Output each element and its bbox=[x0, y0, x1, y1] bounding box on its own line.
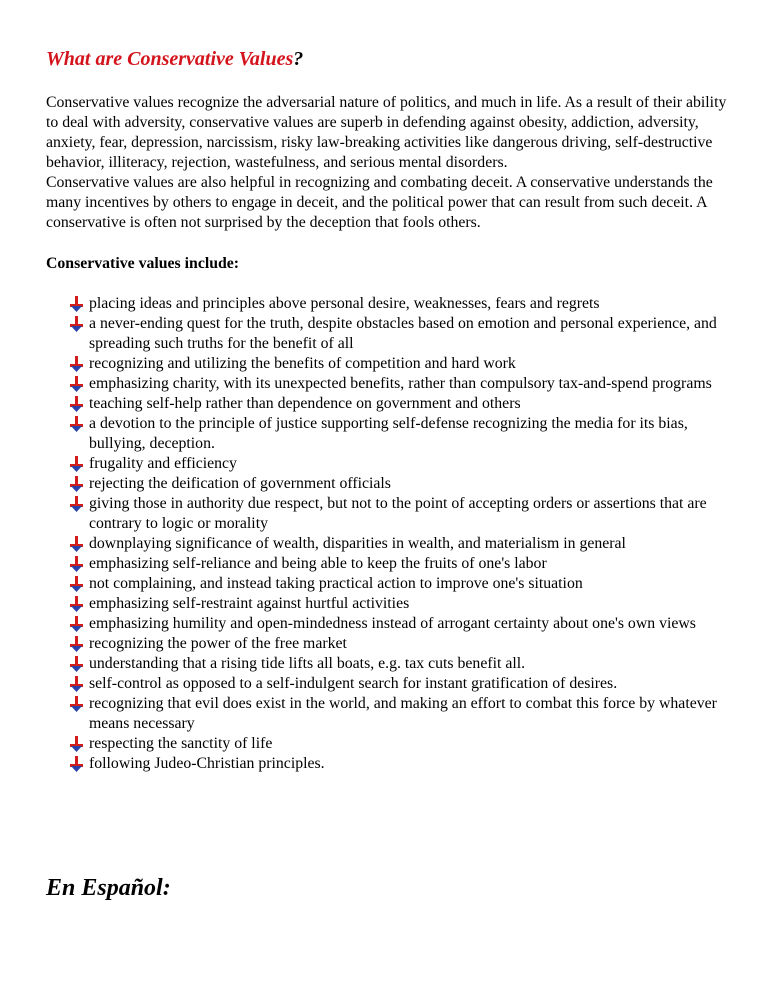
intro-paragraph-1: Conservative values recognize the adversarial nature of politics, and much in life. As a result of their ability to deal with adversity, conservative values are superb in defending against obesity, addiction, adversity, anxiety, fear, depression, narcissism, risky law-breaking activities like dangerous driving, self-destructive behavior, illiteracy, rejection, wastefulness, and serious mental disorders. bbox=[46, 94, 727, 171]
down-arrow-bullet-icon bbox=[69, 396, 84, 412]
list-item bbox=[69, 634, 736, 654]
list-item bbox=[69, 614, 736, 634]
list-item-text: recognizing and utilizing the benefits of competition and hard work bbox=[89, 355, 516, 372]
list-item-text: frugality and efficiency bbox=[89, 455, 237, 472]
down-arrow-bullet-icon bbox=[69, 316, 84, 332]
list-item-text: not complaining, and instead taking practical action to improve one's situation bbox=[89, 575, 583, 592]
document-body bbox=[46, 46, 736, 774]
list-item bbox=[69, 574, 736, 594]
spanish-heading: En Español: bbox=[46, 875, 171, 901]
down-arrow-bullet-icon bbox=[69, 696, 84, 712]
down-arrow-bullet-icon bbox=[69, 556, 84, 572]
down-arrow-bullet-icon bbox=[69, 536, 84, 552]
down-arrow-bullet-icon bbox=[69, 676, 84, 692]
list-item bbox=[69, 554, 736, 574]
down-arrow-bullet-icon bbox=[69, 656, 84, 672]
down-arrow-bullet-icon bbox=[69, 736, 84, 752]
down-arrow-bullet-icon bbox=[69, 356, 84, 372]
values-heading: Conservative values include: bbox=[46, 255, 240, 272]
list-item-text: emphasizing self-reliance and being able to keep the fruits of one's labor bbox=[89, 555, 547, 572]
list-item-text: respecting the sanctity of life bbox=[89, 735, 273, 752]
list-item bbox=[69, 374, 736, 394]
down-arrow-bullet-icon bbox=[69, 576, 84, 592]
title-question-mark: ? bbox=[293, 48, 304, 70]
list-item-text: rejecting the deification of government officials bbox=[89, 475, 391, 492]
intro-paragraph-2: Conservative values are also helpful in recognizing and combating deceit. A conservative understands the many incentives by others to engage in deceit, and the political power that can result from such deceit. A conservative is often not surprised by the deception that fools others. bbox=[46, 174, 713, 231]
list-item-text: teaching self-help rather than dependence on government and others bbox=[89, 395, 521, 412]
list-item bbox=[69, 354, 736, 374]
list-item-text: emphasizing self-restraint against hurtful activities bbox=[89, 595, 410, 612]
list-item-text: emphasizing charity, with its unexpected benefits, rather than compulsory tax-and-spend programs bbox=[89, 375, 712, 392]
down-arrow-bullet-icon bbox=[69, 296, 84, 312]
list-item bbox=[69, 454, 736, 474]
down-arrow-bullet-icon bbox=[69, 416, 84, 432]
list-item-text: emphasizing humility and open-mindedness instead of arrogant certainty about one's own views bbox=[89, 615, 696, 632]
down-arrow-bullet-icon bbox=[69, 616, 84, 632]
down-arrow-bullet-icon bbox=[69, 456, 84, 472]
down-arrow-bullet-icon bbox=[69, 756, 84, 772]
list-item bbox=[69, 314, 736, 354]
list-item-text: recognizing the power of the free market bbox=[89, 635, 347, 652]
down-arrow-bullet-icon bbox=[69, 376, 84, 392]
list-item bbox=[69, 674, 736, 694]
list-item-text: downplaying significance of wealth, disparities in wealth, and materialism in general bbox=[89, 535, 626, 552]
list-item bbox=[69, 754, 736, 774]
down-arrow-bullet-icon bbox=[69, 636, 84, 652]
list-item-text: a never-ending quest for the truth, despite obstacles based on emotion and personal experience, and spreading such truths for the benefit of all bbox=[89, 315, 717, 352]
list-item-text: following Judeo-Christian principles. bbox=[89, 755, 325, 772]
list-item bbox=[69, 474, 736, 494]
list-item bbox=[69, 734, 736, 754]
down-arrow-bullet-icon bbox=[69, 496, 84, 512]
list-item bbox=[69, 414, 736, 454]
list-item bbox=[69, 394, 736, 414]
intro-section bbox=[46, 93, 736, 233]
down-arrow-bullet-icon bbox=[69, 596, 84, 612]
list-item-text: a devotion to the principle of justice supporting self-defense recognizing the media for its bias, bullying, deception. bbox=[89, 415, 688, 452]
list-item-text: giving those in authority due respect, but not to the point of accepting orders or assertions that are contrary to logic or morality bbox=[89, 495, 707, 532]
title-text: What are Conservative Values bbox=[46, 48, 294, 70]
list-item bbox=[69, 534, 736, 554]
values-list bbox=[46, 294, 736, 774]
list-item-text: placing ideas and principles above personal desire, weaknesses, fears and regrets bbox=[89, 295, 600, 312]
list-item-text: understanding that a rising tide lifts all boats, e.g. tax cuts benefit all. bbox=[89, 655, 526, 672]
down-arrow-bullet-icon bbox=[69, 476, 84, 492]
list-item bbox=[69, 694, 736, 734]
list-item bbox=[69, 654, 736, 674]
list-item bbox=[69, 294, 736, 314]
page-title bbox=[46, 46, 736, 73]
list-item bbox=[69, 494, 736, 534]
list-item-text: recognizing that evil does exist in the world, and making an effort to combat this force by whatever means necessary bbox=[89, 695, 717, 732]
list-item-text: self-control as opposed to a self-indulgent search for instant gratification of desires. bbox=[89, 675, 618, 692]
list-item bbox=[69, 594, 736, 614]
